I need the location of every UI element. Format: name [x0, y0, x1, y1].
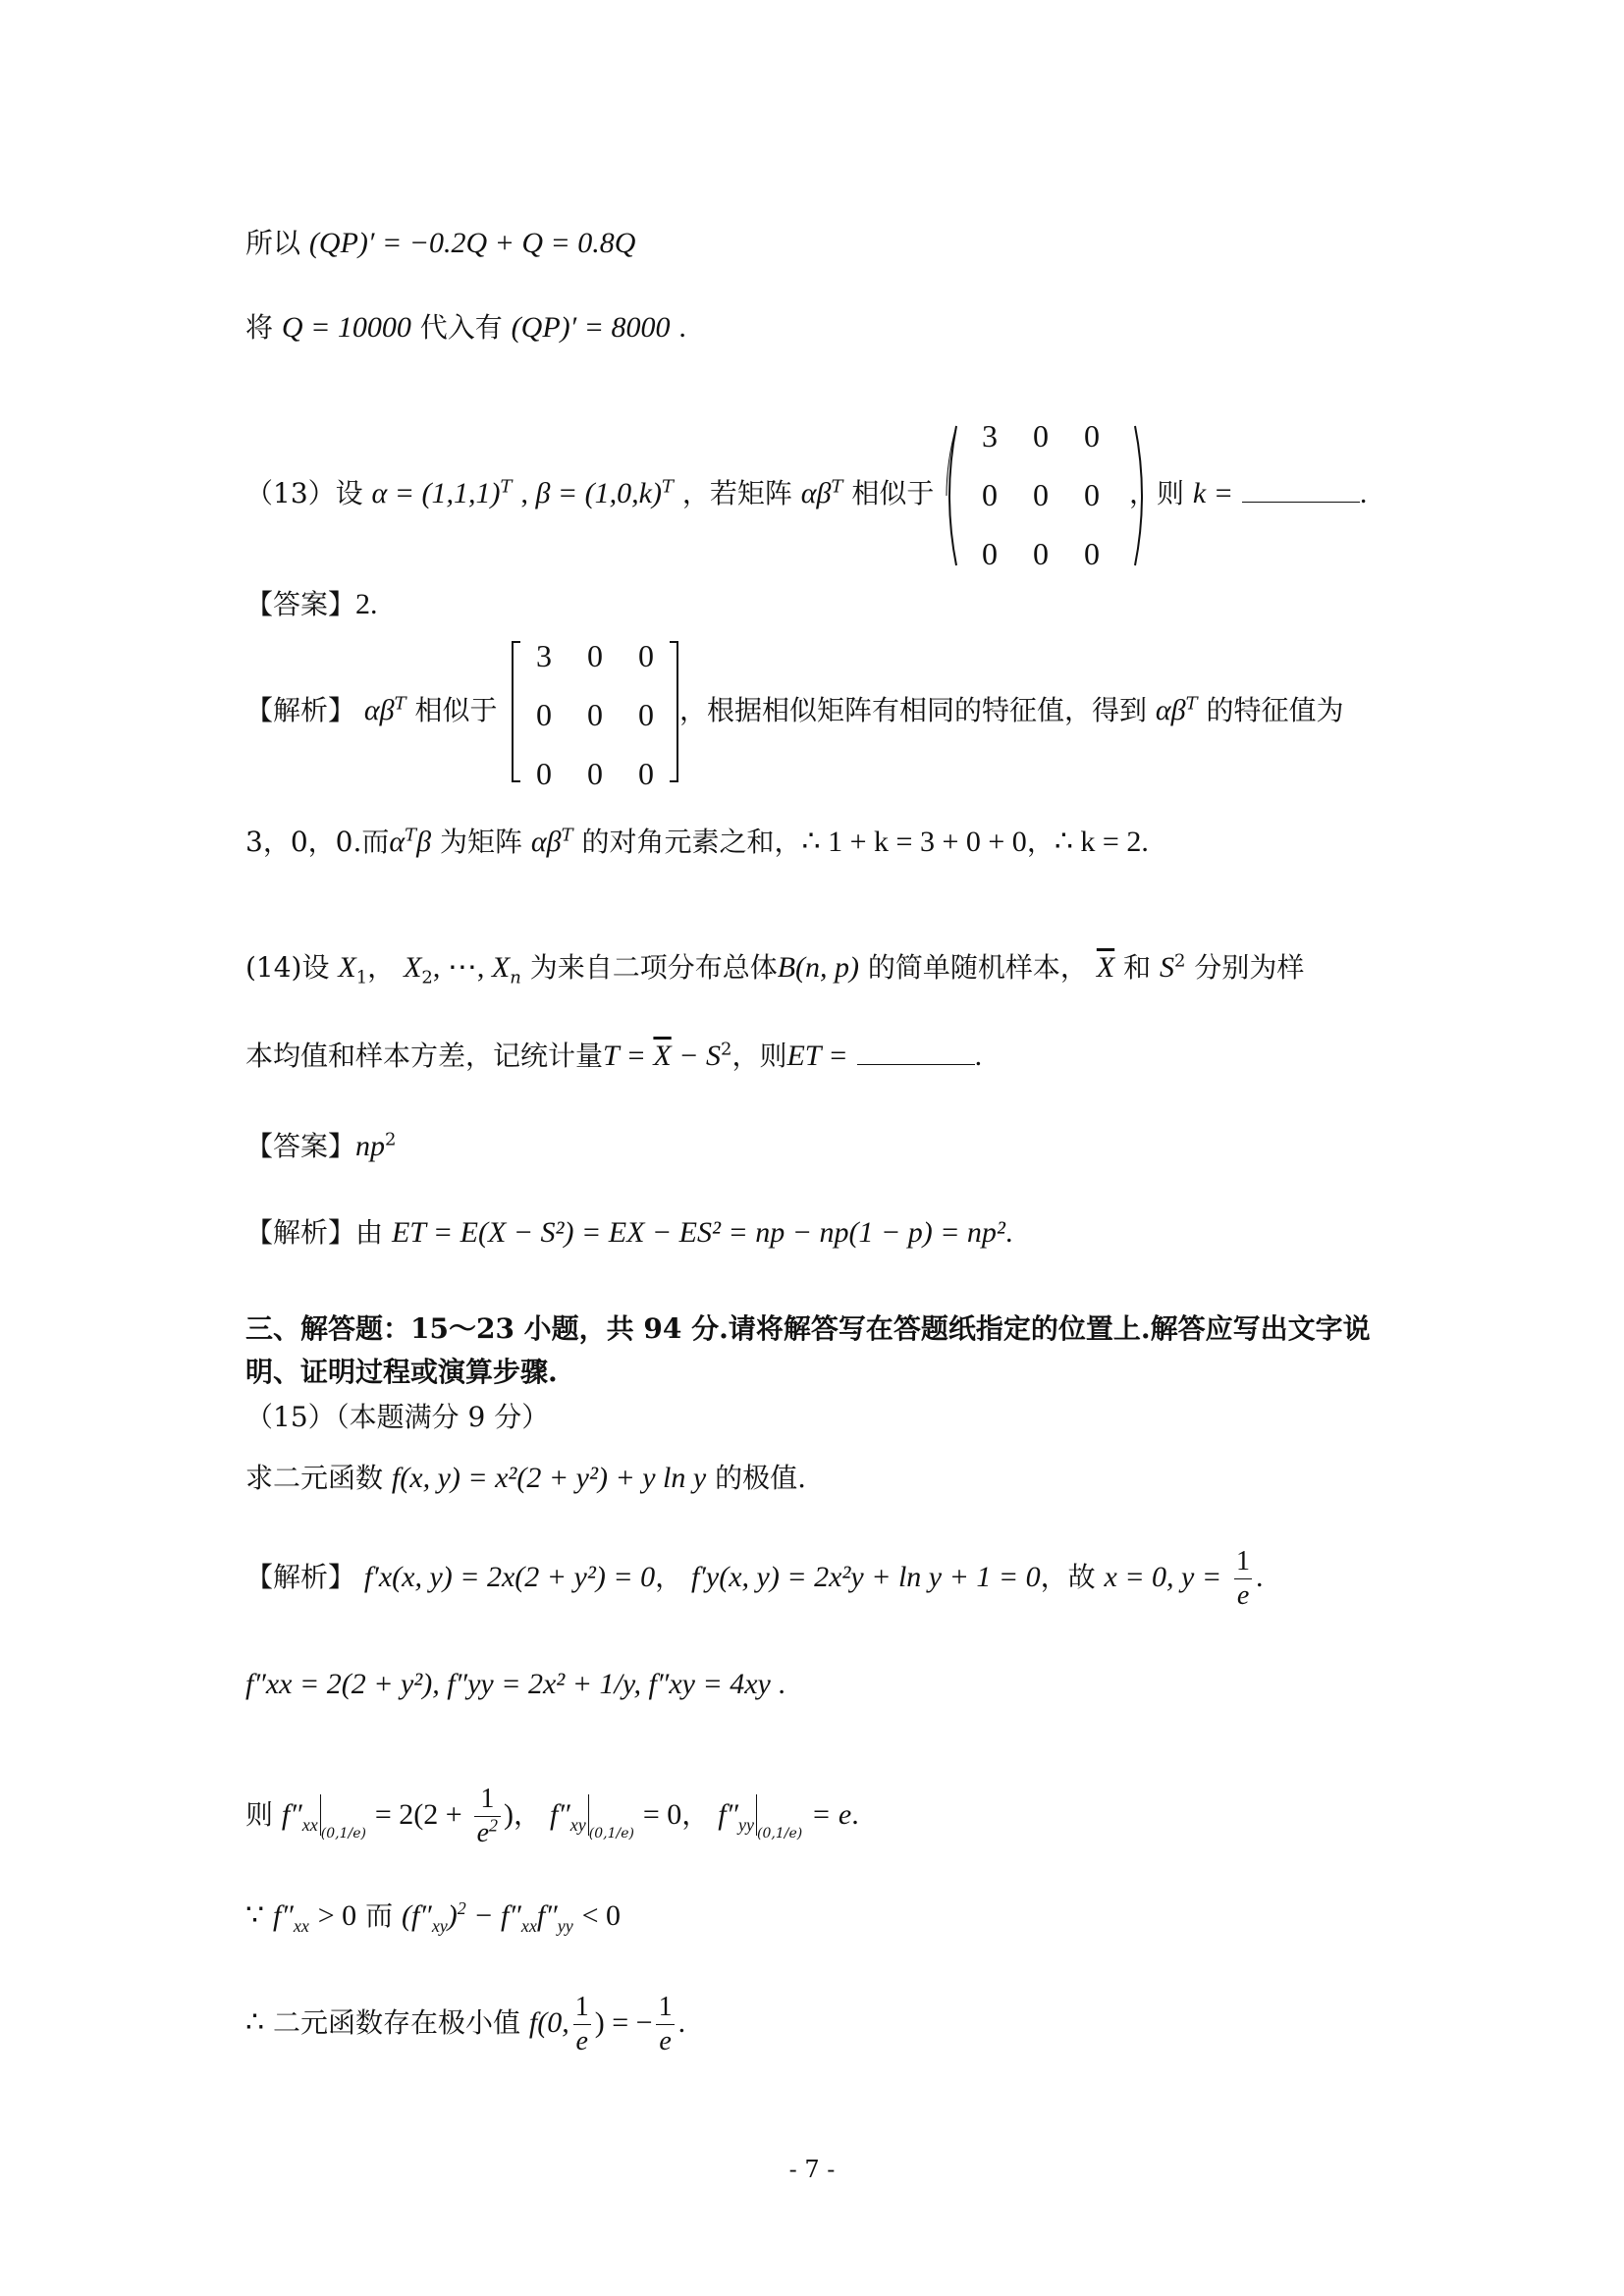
line-1: [245, 224, 635, 263]
x-bar: $\overline{X}$: [1096, 951, 1115, 984]
matrix-cell: 3: [536, 637, 552, 673]
formula: Q = 10000: [281, 311, 411, 344]
section-line-2: 明、证明过程或演算步骤.: [245, 1356, 558, 1388]
text: 的特征值为: [1206, 694, 1344, 726]
answer-label: 【答案】: [245, 588, 356, 620]
text-mid: 代入有: [419, 311, 503, 344]
alpha-beta-t: αβ: [800, 477, 832, 509]
text: 本均值和样本方差，记统计量: [245, 1040, 604, 1072]
period: .: [1141, 826, 1149, 858]
text: 为矩阵: [439, 826, 522, 858]
formula: = e: [811, 1798, 852, 1831]
text: 的简单随机样本，: [867, 951, 1088, 984]
question-14-line-2: 本均值和样本方差，记统计量$T = \overline{X} - S^2$，则ET = .: [245, 1037, 982, 1076]
e-symbol: e: [476, 1818, 490, 1848]
formula: f′x(x, y) = 2x(2 + y²) = 0: [363, 1561, 656, 1593]
solution-label: 【解析】: [245, 694, 356, 726]
text: 为来自二项分布总体: [529, 951, 778, 984]
text: 由: [355, 1216, 384, 1249]
denominator: e: [656, 2024, 674, 2058]
matrix-cell: 0: [536, 755, 552, 791]
formula: > 0: [317, 1899, 357, 1932]
text: ，若矩阵: [681, 477, 792, 509]
text: ，则: [731, 1040, 787, 1072]
question-14: (14)设 $X_1$， $X_2$, ⋯, $X_n$ 为来自二项分布总体B(n, p) 的简单随机样本， $\overline{X}$ 和 $S^2$ 分别为样: [245, 950, 1305, 988]
matrix-cell: 0: [587, 696, 603, 732]
question-number: （15）（本题满分 9 分）: [245, 1401, 550, 1433]
therefore-symbol: ∴: [245, 2006, 265, 2039]
numerator: 1: [574, 1992, 589, 2022]
text: ，根据相似矩阵有相同的特征值，得到: [679, 694, 1148, 726]
formula: ET =: [786, 1040, 848, 1072]
solution-15: 【解析】 f′x(x, y) = 2x(2 + y²) = 0， f′y(x, y) = 2x²y + ln y + 1 = 0，故 x = 0, y = $\frac{1}{e}$ .: [245, 1546, 1264, 1611]
matrix-cell: 0: [982, 476, 998, 512]
line-2: [245, 308, 686, 347]
function: f(x, y) = x²(2 + y²) + y ln y: [391, 1462, 707, 1494]
answer-value: np: [355, 1130, 386, 1162]
formula: T =: [603, 1040, 654, 1072]
formula: ∴ k = 2: [1054, 826, 1142, 858]
answer-value: 2.: [355, 588, 378, 620]
matrix-cell: 3: [982, 417, 998, 454]
solution-13: 【解析】 $\alpha\beta^T$ 相似于: [245, 693, 498, 726]
text: 相似于: [414, 694, 498, 726]
numerator: 1: [480, 1784, 495, 1814]
alpha-beta-t: αβ: [530, 826, 562, 858]
formula: = 2(2 +: [374, 1798, 462, 1831]
answer-blank: [857, 1037, 975, 1065]
k-variable: k =: [1192, 477, 1233, 509]
text: ，则: [1129, 477, 1185, 509]
numerator: 1: [1236, 1546, 1251, 1576]
x1: X: [338, 951, 356, 984]
period: .: [1359, 477, 1368, 509]
text: 二元函数存在极小值: [273, 2006, 521, 2039]
formula: ∴ 1 + k = 3 + 0 + 0: [801, 826, 1027, 858]
s-squared: S: [1160, 951, 1174, 984]
matrix-cell: 0: [1084, 417, 1100, 454]
solution-label: 【解析】: [245, 1216, 356, 1249]
page-number: - 7 -: [788, 2156, 836, 2183]
answer-label: 【答案】: [245, 1130, 356, 1162]
text-suffix: .: [678, 311, 686, 344]
text: 则: [245, 1798, 274, 1831]
text-prefix: 所以: [245, 227, 301, 259]
formula: ET = E(X − S²) = EX − ES² = np − np(1 − p) = np²: [391, 1216, 1005, 1249]
solution-13-line-2: 3，0，0.而$\alpha^T\beta$ 为矩阵 $\alpha\beta^T$ 的对角元素之和，∴ 1 + k = 3 + 0 + 0，∴ k = 2.: [245, 825, 1149, 858]
conclusion-line: ∴ 二元函数存在极小值 f(0, $\frac{1}{e}$ ) = − $\frac{1}{e}$ .: [245, 1992, 686, 2056]
matrix-cells: [964, 406, 1117, 583]
section-heading-2: [245, 1353, 558, 1392]
formula: ) = −: [594, 2006, 653, 2039]
alpha: α: [389, 826, 406, 858]
x2: X: [404, 951, 422, 984]
text-prefix: 将: [245, 311, 274, 344]
fraction: [572, 1991, 592, 2058]
denominator: $e^2$: [474, 1816, 501, 1850]
matrix-cell: 0: [638, 696, 654, 732]
text: 3，0，0.而: [245, 826, 390, 858]
fraction: [1233, 1545, 1253, 1613]
section-line-1: 三、解答题：15～23 小题，共 94 分.请将解答写在答题纸指定的位置上.解答应写出文字说: [245, 1312, 1371, 1345]
beta-vector: β = (1,0,k): [535, 477, 662, 509]
formula: ): [504, 1798, 514, 1831]
fraction: [474, 1783, 501, 1850]
solution-13-tail: ，根据相似矩阵有相同的特征值，得到 $\alpha\beta^T$ 的特征值为: [679, 693, 1344, 726]
text: 的对角元素之和，: [581, 826, 802, 858]
second-derivatives: f″xx = 2(2 + y²), f″yy = 2x² + 1/y, f″xy = 4xy .: [245, 1668, 785, 1700]
matrix-cell: 0: [1084, 476, 1100, 512]
question-15-header: [245, 1398, 549, 1437]
matrix-cell: 0: [638, 755, 654, 791]
alpha-beta-t: αβ: [363, 694, 395, 726]
matrix-cell: 0: [536, 696, 552, 732]
condition-line: ∵ $f''_{xx} > 0$ 而 $(f''_{xy})^2 - f''_{xx}f''_{yy} < 0$: [245, 1898, 622, 1936]
formula: (QP)′ = 8000: [511, 311, 671, 344]
question-number: (14)设: [245, 951, 330, 984]
question-number: （13）设: [245, 477, 363, 509]
matrix-cell: 0: [982, 535, 998, 571]
answer-13: [245, 585, 378, 624]
text: 和: [1123, 951, 1152, 984]
formula: x = 0, y =: [1104, 1561, 1222, 1593]
x-bar: $\overline{X}$: [653, 1040, 672, 1072]
denominator: e: [573, 2024, 591, 2058]
formula: − S: [671, 1040, 721, 1072]
matrix-cell: 0: [1033, 417, 1049, 454]
text: ，故: [1040, 1561, 1096, 1593]
matrix-cell: 0: [1033, 476, 1049, 512]
period: .: [974, 1040, 983, 1072]
fraction: [656, 1991, 676, 2058]
question-15: [245, 1459, 806, 1498]
period: .: [1004, 1216, 1013, 1249]
formula: = 0: [642, 1798, 682, 1831]
question-13: （13）设 $\alpha = (1,1,1)^T$ , $\beta = (1,0,k)^T$ ，若矩阵 $\alpha\beta^T$ 相似于: [245, 476, 935, 509]
answer-14: 【答案】$np^2$: [245, 1129, 397, 1162]
matrix-cell: 0: [1033, 535, 1049, 571]
matrix-cell: 0: [1084, 535, 1100, 571]
text: 的极值.: [715, 1462, 806, 1494]
formula: f(0,: [528, 2006, 569, 2039]
alpha-beta-t: αβ: [1155, 694, 1186, 726]
text: 求二元函数: [245, 1462, 384, 1494]
formula: f″xx = 2(2 + y²), f″yy = 2x² + 1/y, f″xy = 4xy: [245, 1668, 771, 1700]
formula: (QP)′ = −0.2Q + Q = 0.8Q: [308, 227, 636, 259]
text: 相似于: [851, 477, 935, 509]
solution-label: 【解析】: [245, 1561, 356, 1593]
text: 分别为样: [1194, 951, 1305, 984]
text: 而: [365, 1899, 394, 1932]
formula: f′y(x, y) = 2x²y + ln y + 1 = 0: [691, 1561, 1041, 1593]
distribution: B(n, p): [777, 951, 860, 984]
matrix-cell: 0: [587, 637, 603, 673]
comma: ，: [1026, 826, 1055, 858]
evaluate-point: 则 $f''_{xx}$ $_{(0,1/e)}$ = 2(2 + $\frac{1}{e^2}$ )， $f''_{xy}$ $_{(0,1/e)}$ = 0， $f''_{yy}$ $_{(0,1/e)}$ = e.: [245, 1784, 859, 1848]
denominator: e: [1234, 1578, 1252, 1613]
answer-blank: [1242, 474, 1360, 503]
alpha-vector: α = (1,1,1): [371, 477, 501, 509]
solution-14: [245, 1213, 1012, 1253]
section-heading: [245, 1309, 1371, 1349]
beta: β: [416, 826, 432, 858]
because-symbol: ∵: [245, 1899, 265, 1932]
numerator: 1: [658, 1992, 673, 2022]
matrix-cell: 0: [638, 637, 654, 673]
question-13-tail: [1129, 474, 1367, 513]
formula: < 0: [581, 1899, 622, 1932]
matrix-cell: 0: [587, 755, 603, 791]
matrix-cells: [518, 626, 672, 803]
xn: X: [491, 951, 511, 984]
